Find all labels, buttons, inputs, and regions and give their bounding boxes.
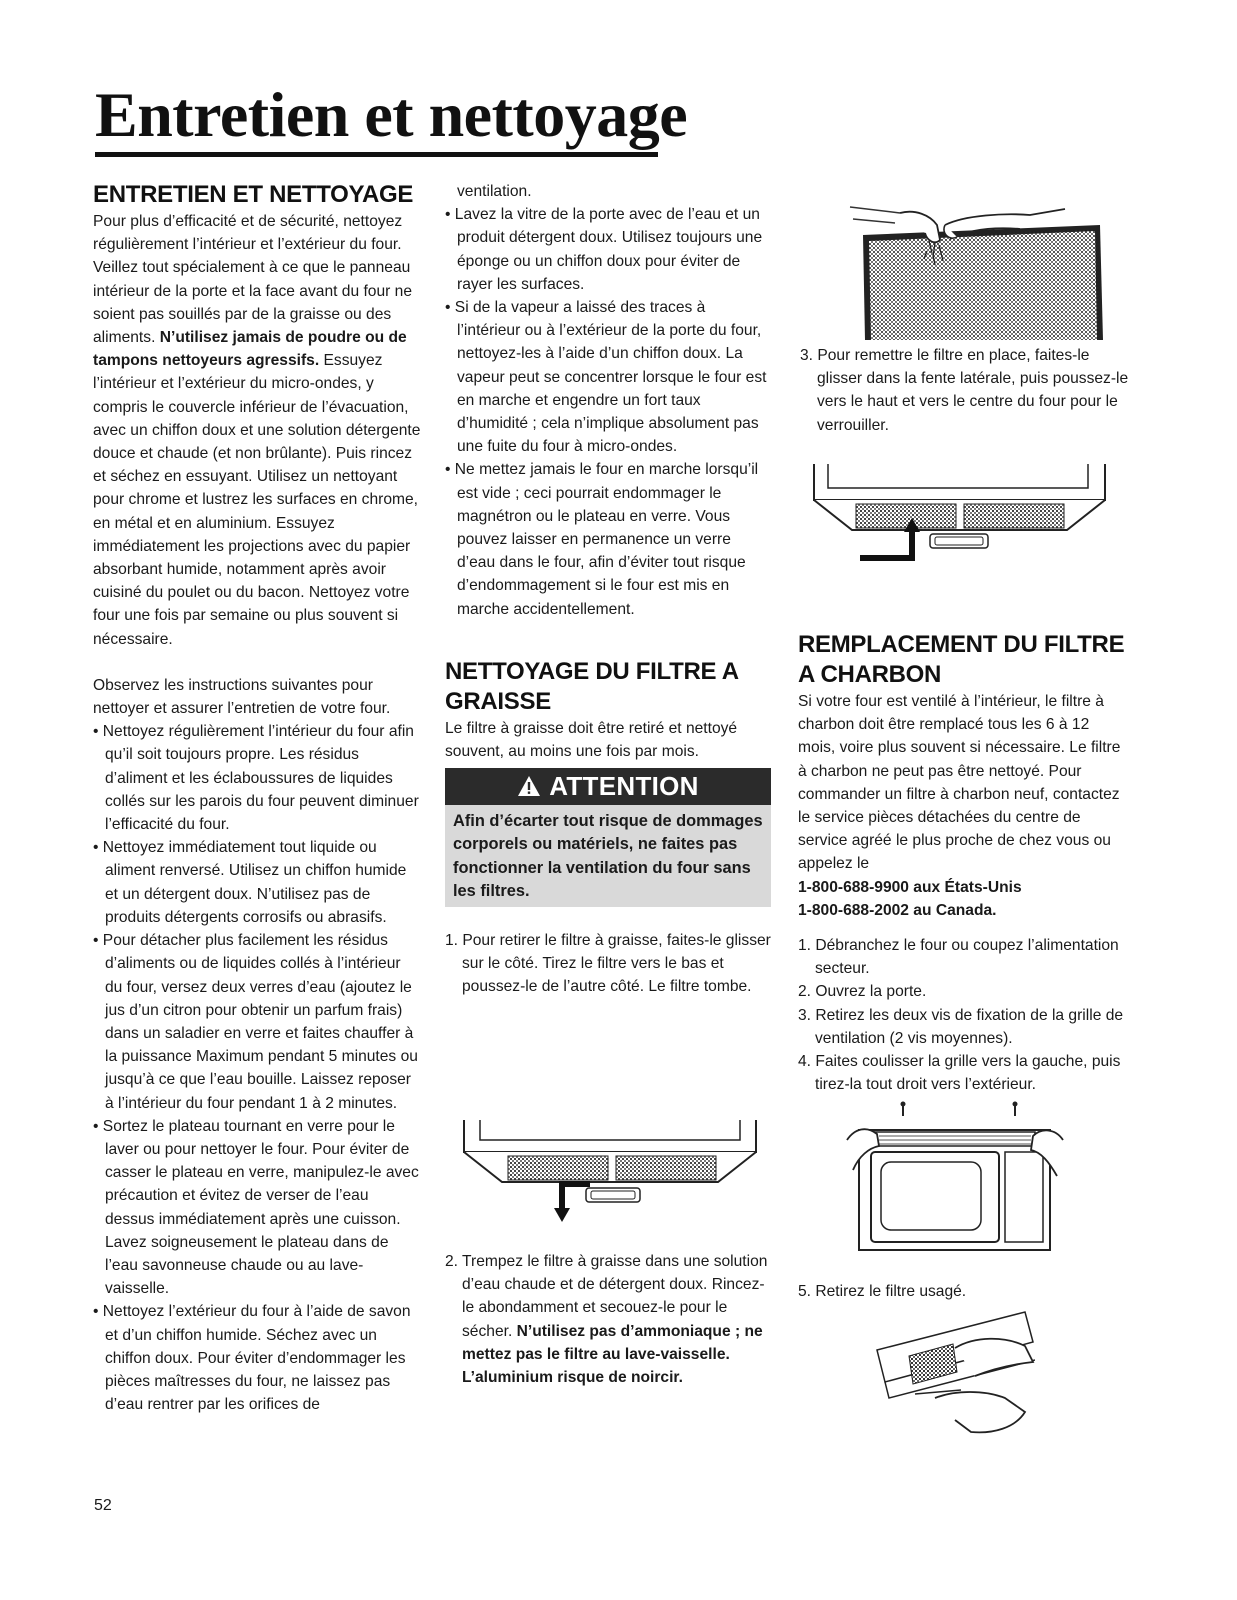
phone-canada: 1-800-688-2002 au Canada. bbox=[798, 901, 997, 919]
grease-steps bbox=[445, 929, 771, 999]
filter-removal-illustration bbox=[462, 1118, 758, 1226]
list-item: • Nettoyez régulièrement l’intérieur du four afin qu’il soit toujours propre. Les résidus d’aliment et les éclaboussures de liquides collés sur les parois du four peuvent diminuer l’efficacité du four. bbox=[93, 720, 421, 836]
page-number: 52 bbox=[94, 1497, 112, 1514]
column-1 bbox=[93, 180, 421, 1416]
warning-bold: N’utilisez jamais de poudre ou de tampons nettoyeurs agressifs. bbox=[93, 329, 407, 370]
step: 1. Débranchez le four ou coupez l’alimentation secteur. bbox=[798, 937, 1119, 978]
charcoal-filter-illustration bbox=[875, 1302, 1035, 1442]
phone-us: 1-800-688-9900 aux États-Unis bbox=[798, 878, 1022, 896]
filter-intro: Le filtre à graisse doit être retiré et nettoyé souvent, au moins une fois par mois. bbox=[445, 719, 738, 761]
column-3-lower bbox=[798, 1280, 1128, 1303]
list-item: • Pour détacher plus facilement les résidus d’aliments ou de liquides collés à l’intérieur du four, versez deux verres d’eau (ajoutez le jus d’un citron pour obtenir un parfum frais) dans un saladier en verre et faites chauffer à la puissance Maximum pendant 5 minutes ou jusqu’à ce que l’eau bouille. Laissez reposer à l’intérieur du four pendant 1 à 2 minutes. bbox=[93, 929, 421, 1115]
charcoal-steps bbox=[798, 934, 1128, 1096]
list-item: • Si de la vapeur a laissé des traces à l’intérieur ou à l’extérieur de la porte du four, nettoyez-les à l’aide d’un chiffon doux. La vapeur peut se concentrer lorsque le four est en marche et engendre un fort taux d’humidité ; cela n’implique absolument pas une fuite du four à micro-ondes. bbox=[445, 296, 771, 458]
heading-filtre-charbon: REMPLACEMENT DU FILTRE A CHARBON bbox=[798, 631, 1125, 688]
step: 3. Retirez les deux vis de fixation de la grille de ventilation (2 vis moyennes). bbox=[798, 1006, 1124, 1047]
heading-filtre-graisse: NETTOYAGE DU FILTRE A GRAISSE bbox=[445, 657, 738, 715]
step-2: 2. Trempez le filtre à graisse dans une solution d’eau chaude et de détergent doux. Rincez-le abondamment et secouez-le pour le sécher. N’utilisez pas d’ammoniaque ; ne mettez pas le filtre au lave-vaisselle. L’aluminium risque de noircir. bbox=[445, 1253, 768, 1387]
column-3-top bbox=[800, 344, 1130, 437]
continued-text: ventilation. bbox=[457, 183, 532, 200]
column-3 bbox=[798, 630, 1128, 1096]
care-list bbox=[93, 720, 421, 1416]
list-item: • Lavez la vitre de la porte avec de l’eau et un produit détergent doux. Utilisez toujours une éponge ou un chiffon doux pour éviter de rayer les surfaces. bbox=[445, 203, 771, 296]
heading-entretien: ENTRETIEN ET NETTOYAGE bbox=[93, 181, 414, 208]
step: 4. Faites coulisser la grille vers la gauche, puis tirez-la tout droit vers l’extérieur. bbox=[798, 1053, 1121, 1094]
step-5: 5. Retirez le filtre usagé. bbox=[798, 1283, 967, 1300]
attention-box bbox=[445, 768, 771, 907]
attention-text: Afin d’écarter tout risque de dommages corporels ou matériels, ne faites pas fonctionner la ventilation du four sans les filtres. bbox=[445, 805, 771, 907]
observe-paragraph: Observez les instructions suivantes pour nettoyer et assurer l’entretien de votre four. bbox=[93, 676, 391, 718]
charcoal-intro: Si votre four est ventilé à l’intérieur, le filtre à charbon doit être remplacé tous les 6 à 12 mois, voire plus souvent si nécessaire. Le filtre à charbon ne peut pas être nettoyé. Pour commander un filtre à charbon neuf, contactez le service pièces détachées du centre de service agréé le plus proche de chez vous ou appelez le bbox=[798, 693, 1121, 873]
grille-removal-illustration bbox=[845, 1100, 1065, 1260]
intro-paragraph: Pour plus d’efficacité et de sécurité, nettoyez régulièrement l’intérieur et l’extérieur du four. Veillez tout spécialement à ce que le panneau intérieur de la porte et la face avant du four ne soient pas souillés par de la graisse ou des aliments. N’utilisez jamais de poudre ou de tampons nettoyeurs agressifs. Essuyez l’intérieur et l’extérieur du micro-ondes, y compris le couvercle inférieur de l’évacuation, avec un chiffon doux et une solution détergente douce et chaude (et non brûlante). Puis rincez et séchez en essuyant. Utilisez un nettoyant pour chrome et lustrez les surfaces en chrome, en métal et en aluminium. Essuyez immédiatement les projections avec du papier absorbant humide, notamment après avoir cuisiné du poulet ou du bacon. Nettoyez votre four une fois par semaine ou plus souvent si nécessaire. bbox=[93, 213, 421, 648]
care-list-continued bbox=[445, 203, 771, 621]
warning-triangle-icon bbox=[517, 770, 541, 807]
title-rule bbox=[95, 152, 658, 157]
page-title: Entretien et nettoyage bbox=[95, 79, 688, 150]
column-2-lower bbox=[445, 1250, 771, 1389]
list-item: • Ne mettez jamais le four en marche lorsqu’il est vide ; ceci pourrait endommager le magnétron ou le plateau en verre. Vous pouvez laisser en permanence un verre d’eau dans le four, afin d’éviter tout risque d’endommagement si le four est mis en marche accidentellement. bbox=[445, 458, 771, 620]
filter-shake-illustration bbox=[845, 195, 1115, 340]
step-3: 3. Pour remettre le filtre en place, faites-le glisser dans la fente latérale, puis poussez-le vers le haut et vers le centre du four pour le verrouiller. bbox=[800, 347, 1129, 434]
list-item: • Sortez le plateau tournant en verre pour le laver ou pour nettoyer le four. Pour éviter de casser le plateau en verre, manipulez-le avec précaution et évitez de verser de l’eau dessus immédiatement après une cuisson. Lavez soigneusement le plateau dans de l’eau savonneuse chaude ou au lave-vaisselle. bbox=[93, 1115, 421, 1301]
attention-header: ATTENTION bbox=[445, 768, 771, 805]
step-1: 1. Pour retirer le filtre à graisse, faites-le glisser sur le côté. Tirez le filtre vers le bas et poussez-le de l’autre côté. Le filtre tombe. bbox=[445, 932, 771, 996]
list-item: • Nettoyez immédiatement tout liquide ou aliment renversé. Utilisez un chiffon humide et un détergent doux. N’utilisez pas de produits détergents corrosifs ou abrasifs. bbox=[93, 836, 421, 929]
filter-reinstall-illustration bbox=[812, 462, 1107, 570]
column-2 bbox=[445, 180, 771, 999]
step: 2. Ouvrez la porte. bbox=[798, 983, 927, 1001]
list-item: • Nettoyez l’extérieur du four à l’aide de savon et d’un chiffon humide. Séchez avec un chiffon doux. Pour éviter d’endommager les pièces maîtresses du four, ne laissez pas d’eau rentrer par les orifices de bbox=[93, 1300, 421, 1416]
